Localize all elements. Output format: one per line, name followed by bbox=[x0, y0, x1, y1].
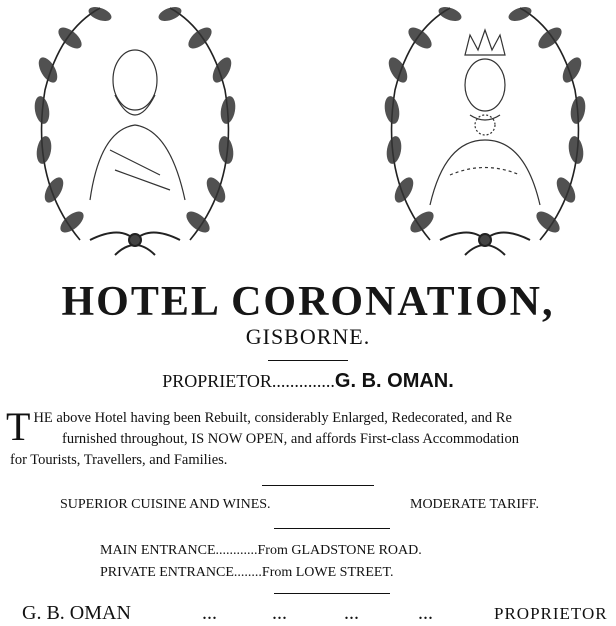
king-portrait-wreath bbox=[20, 0, 250, 275]
divider bbox=[274, 528, 390, 529]
feature-cuisine: SUPERIOR CUISINE AND WINES. bbox=[60, 497, 271, 512]
private-entrance: PRIVATE ENTRANCE........From LOWE STREET. bbox=[100, 565, 394, 580]
entrances bbox=[100, 540, 422, 584]
description-line-1: HE above Hotel having been Rebuilt, considerably Enlarged, Redecorated, and Re bbox=[33, 410, 512, 426]
footer-dots-1: ... bbox=[202, 602, 217, 624]
footer-role: PROPRIETOR bbox=[494, 604, 608, 623]
proprietor-line bbox=[0, 370, 616, 393]
location-subtitle: GISBORNE. bbox=[245, 324, 371, 349]
proprietor-name: G. B. OMAN. bbox=[334, 370, 454, 392]
hotel-description bbox=[6, 404, 616, 471]
feature-tariff: MODERATE TARIFF. bbox=[410, 497, 539, 512]
laurel-wreath-icon bbox=[370, 0, 600, 275]
description-line-3: for Tourists, Travellers, and Families. bbox=[10, 452, 228, 468]
footer-dots-2: ... bbox=[272, 602, 287, 624]
main-entrance: MAIN ENTRANCE............From GLADSTONE ROAD. bbox=[100, 543, 422, 558]
proprietor-label: PROPRIETOR.............. bbox=[162, 371, 335, 391]
footer-name: G. B. OMAN bbox=[22, 602, 131, 624]
divider bbox=[274, 593, 390, 594]
footer-dots-4: ... bbox=[418, 602, 433, 624]
queen-portrait-wreath bbox=[370, 0, 600, 275]
laurel-wreath-icon bbox=[20, 0, 250, 275]
divider bbox=[268, 360, 348, 361]
description-line-2: furnished throughout, IS NOW OPEN, and affords First-class Accommodation bbox=[62, 431, 519, 447]
drop-cap: T bbox=[6, 404, 31, 449]
divider bbox=[262, 485, 374, 486]
hotel-title: HOTEL CORONATION, bbox=[61, 279, 555, 325]
footer-dots-3: ... bbox=[344, 602, 359, 624]
